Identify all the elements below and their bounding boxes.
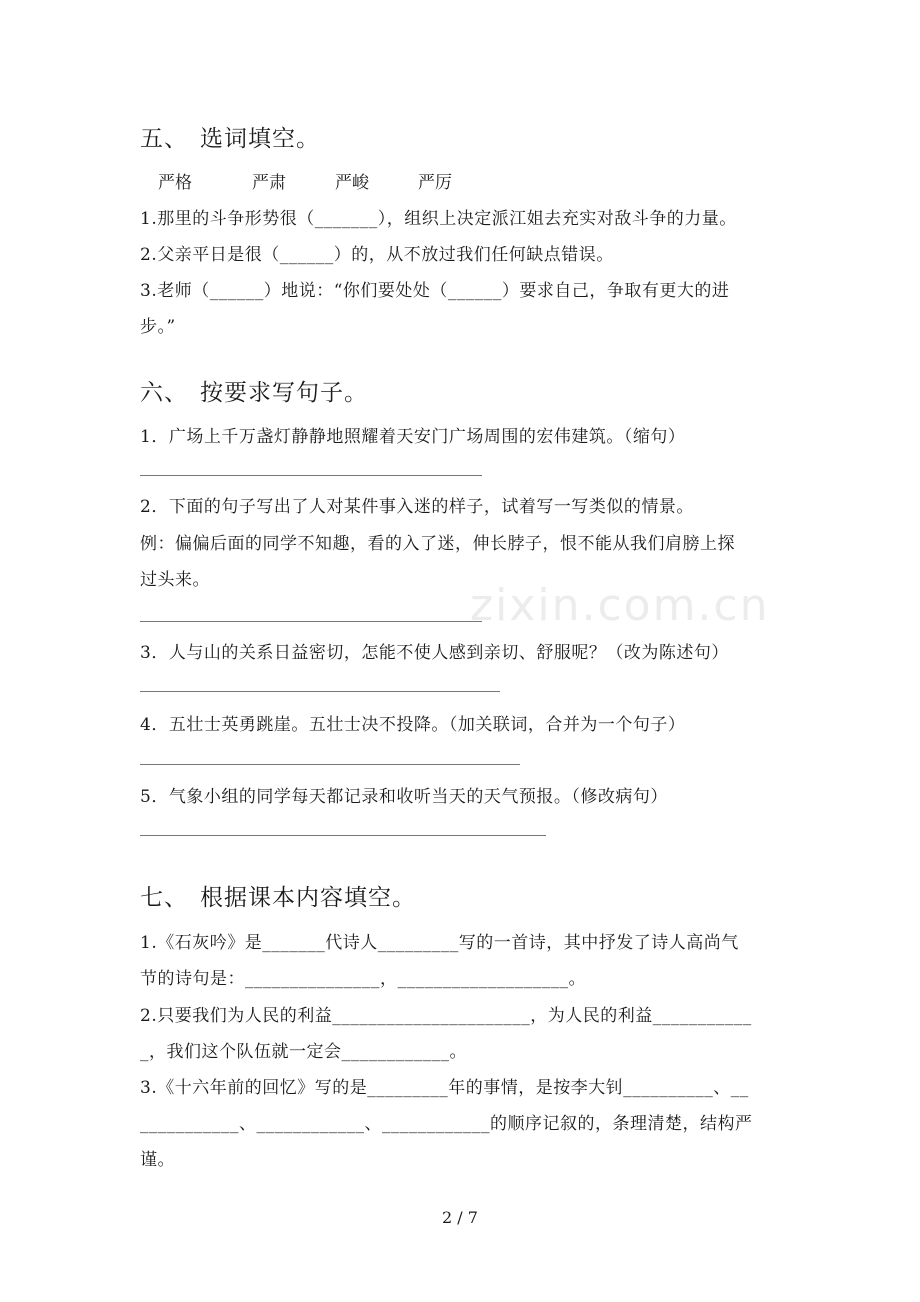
answer-line-1: [140, 475, 482, 476]
section7-line-6: ___________、____________、____________的顺序记叙的，条理清楚，结构严: [140, 1114, 753, 1134]
word-option-4: 严厉: [418, 173, 452, 193]
section5-question-2: 2.父亲平日是很（______）的，从不放过我们任何缺点错误。: [140, 245, 614, 265]
page-number: 2 / 7: [442, 1208, 478, 1227]
section7-title: 根据课本内容填空。: [200, 885, 416, 911]
answer-line-5: [140, 835, 546, 836]
section5-title: 选词填空。: [200, 126, 320, 152]
word-option-1: 严格: [158, 173, 192, 193]
answer-line-3: [140, 691, 500, 692]
watermark: zixin.com.cn: [470, 580, 770, 631]
section6-example: 例：偏偏后面的同学不知趣，看的入了迷，伸长脖子，恨不能从我们肩膀上探: [140, 534, 735, 554]
section5-question-3: 3.老师（______）地说：“你们要处处（______）要求自己，争取有更大的进: [140, 281, 730, 301]
section6-heading: [140, 374, 368, 407]
section7-line-4: _，我们这个队伍就一定会____________。: [140, 1042, 467, 1062]
word-option-2: 严肃: [252, 173, 286, 193]
section5-heading: [140, 120, 320, 153]
section6-item-3: 3．人与山的关系日益密切，怎能不使人感到亲切、舒服呢？（改为陈述句）: [140, 643, 729, 663]
word-option-3: 严峻: [335, 173, 369, 193]
section5-question-1: 1.那里的斗争形势很（_______），组织上决定派江姐去充实对敌斗争的力量。: [140, 209, 737, 229]
section6-item-5: 5．气象小组的同学每天都记录和收听当天的天气预报。（修改病句）: [140, 787, 668, 807]
answer-line-4: [140, 764, 520, 765]
section7-line-2: 节的诗句是：_______________，___________________。: [140, 969, 586, 989]
section7-line-1: 1.《石灰吟》是_______代诗人_________写的一首诗，其中抒发了诗人高尚气: [140, 933, 739, 953]
section6-title: 按要求写句子。: [200, 380, 368, 406]
section7-line-7: 谨。: [140, 1150, 175, 1170]
section5-number: 五、: [140, 126, 188, 152]
section5-question-3-cont: 步。”: [140, 317, 176, 337]
section6-item-2: 2．下面的句子写出了人对某件事入迷的样子，试着写一写类似的情景。: [140, 497, 694, 517]
section6-example-cont: 过头来。: [140, 570, 210, 590]
section6-item-4: 4．五壮士英勇跳崖。五壮士决不投降。（加关联词，合并为一个句子）: [140, 715, 686, 735]
section7-number: 七、: [140, 885, 188, 911]
section7-line-5: 3.《十六年前的回忆》写的是_________年的事情，是按李大钊__________、__: [140, 1078, 749, 1098]
section6-item-1: 1．广场上千万盏灯静静地照耀着天安门广场周围的宏伟建筑。（缩句）: [140, 427, 686, 447]
section7-line-3: 2.只要我们为人民的利益______________________，为人民的利益___________: [140, 1006, 752, 1026]
answer-line-2: [140, 621, 482, 622]
section6-number: 六、: [140, 380, 188, 406]
section7-heading: [140, 879, 416, 912]
